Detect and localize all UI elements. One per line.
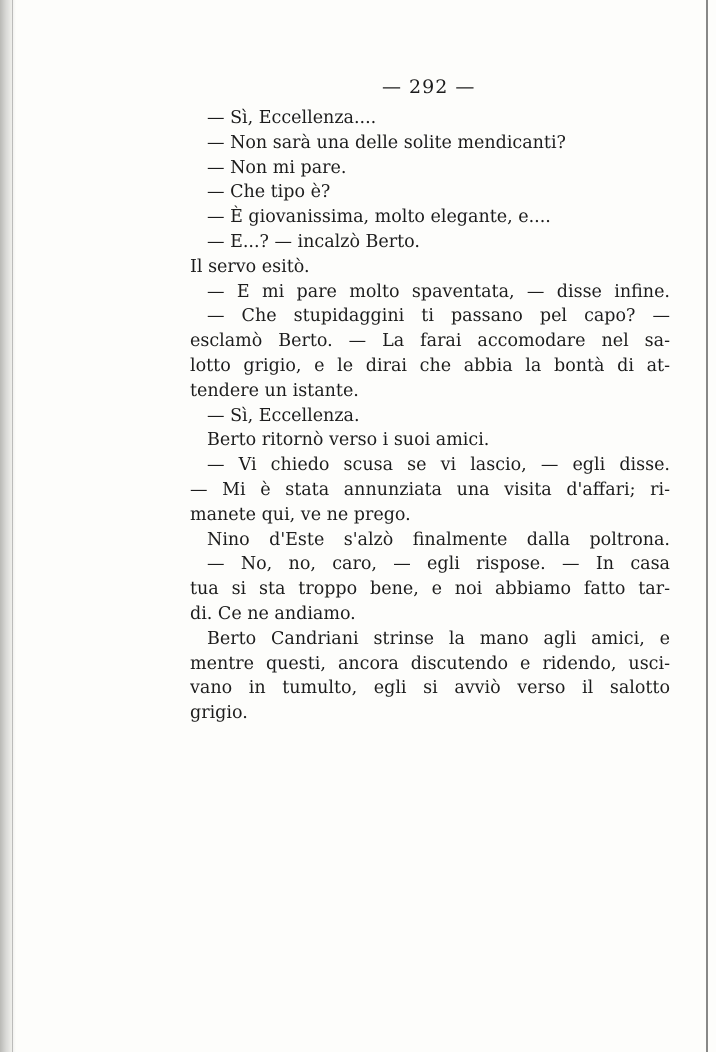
- text-line: — Non mi pare.: [207, 157, 347, 178]
- body-text: [190, 106, 670, 726]
- text-line: — Che stupidaggini ti passano pel capo? —: [207, 306, 670, 327]
- scan-binding-line: [12, 0, 13, 1052]
- text-line: — E...? — incalzò Berto.: [207, 231, 420, 252]
- text-line: — E mi pare molto spaventata, — disse infine.: [207, 281, 670, 302]
- text-line: di. Ce ne andiamo.: [190, 603, 356, 624]
- text-line: esclamò Berto. — La farai accomodare nel sa-: [190, 331, 670, 352]
- text-line: vano in tumulto, egli si avviò verso il salotto: [190, 678, 670, 699]
- text-line: — No, no, caro, — egli rispose. — In casa: [207, 554, 670, 575]
- text-line: Nino d'Este s'alzò finalmente dalla poltrona.: [207, 529, 670, 550]
- text-line: tua si sta troppo bene, e noi abbiamo fatto tar-: [190, 579, 670, 600]
- text-line: manete qui, ve ne prego.: [190, 504, 411, 525]
- page-number: — 292 —: [382, 76, 476, 98]
- text-line: tendere un istante.: [190, 380, 359, 401]
- text-line: — Sì, Eccellenza....: [207, 108, 377, 128]
- text-line: — Che tipo è?: [207, 182, 331, 203]
- text-line: — È giovanissima, molto elegante, e....: [207, 207, 551, 228]
- text-line: Berto Candriani strinse la mano agli amici, e: [207, 628, 670, 649]
- text-line: lotto grigio, e le dirai che abbia la bontà di at-: [190, 355, 670, 376]
- text-line: — Non sarà una delle solite mendicanti?: [207, 132, 566, 153]
- text-line: grigio.: [190, 703, 248, 724]
- scan-binding-shadow: [0, 0, 16, 1052]
- text-line: Berto ritornò verso i suoi amici.: [207, 430, 490, 451]
- text-line: — Mi è stata annunziata una visita d'affari; ri-: [190, 479, 670, 500]
- text-line: — Vi chiedo scusa se vi lascio, — egli disse.: [207, 455, 670, 476]
- text-line: Il servo esitò.: [190, 256, 310, 277]
- scan-page-edge: [706, 0, 708, 1052]
- text-line: mentre questi, ancora discutendo e ridendo, usci-: [190, 653, 670, 674]
- text-line: — Sì, Eccellenza.: [207, 405, 360, 426]
